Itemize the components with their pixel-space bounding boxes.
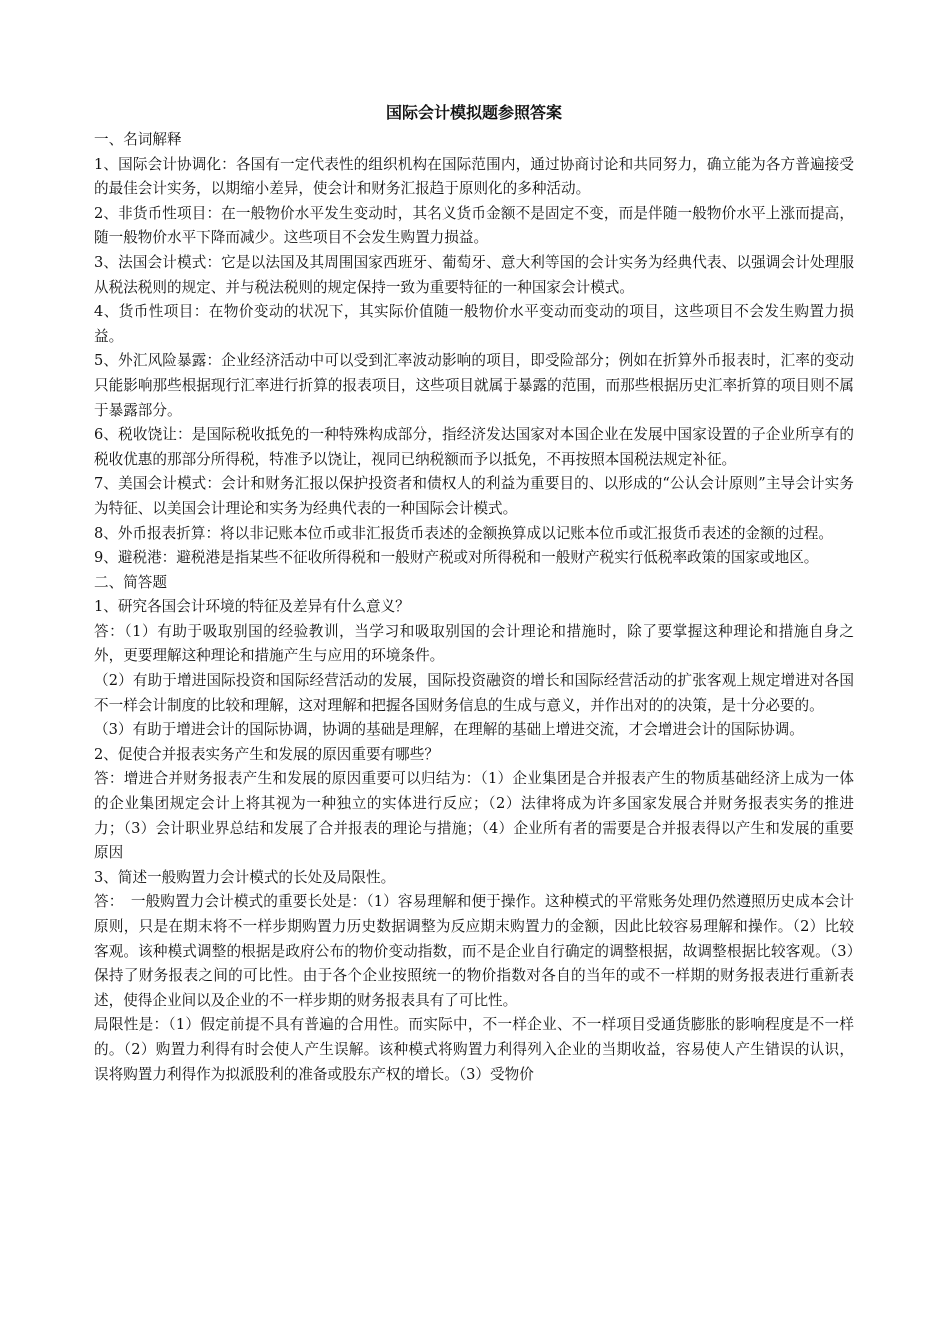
answer-paragraph: 答： 一般购置力会计模式的重要长处是：（1）容易理解和便于操作。这种模式的平常账务处理仍然遵照历史成本会计原则，只是在期末将不一样步期购置力历史数据调整为反应期末购置力的金额，因此比较容易理解和操作。（2）比较客观。该种模式调整的根据是政府公布的物价变动指数，而不是企业自行确定的调整根据，故调整根据比较客观。（3）保持了财务报表之间的可比性。由于各个企业按照统一的物价指数对各自的当年的或不一样期的财务报表进行重新表述，使得企业间以及企业的不一样步期的财务报表具有了可比性。: [94, 893, 854, 1009]
definition-paragraph: 3、法国会计模式：它是以法国及其周围国家西班牙、葡萄牙、意大利等国的会计实务为经典代表、以强调会计处理服从税法税则的规定、并与税法税则的规定保持一致为重要特征的一种国家会计模式。: [94, 253, 854, 296]
section-heading-definitions: 一、名词解释: [94, 131, 182, 148]
definition-paragraph: 1、国际会计协调化：各国有一定代表性的组织机构在国际范围内，通过协商讨论和共同努力，确立能为各方普遍接受的最佳会计实务，以期缩小差异，使会计和财务汇报趋于原则化的多种活动。: [94, 155, 854, 198]
answer-paragraph: 答：（1）有助于吸取别国的经验教训，当学习和吸取别国的会计理论和措施时，除了要掌握这种理论和措施自身之外，更要理解这种理论和措施产生与应用的环境条件。: [94, 622, 854, 665]
section-heading-short-answers: 二、简答题: [94, 573, 167, 591]
answer-paragraph: 答：增进合并财务报表产生和发展的原因重要可以归结为：（1）企业集团是合并报表产生的物质基础经济上成为一体的企业集团规定会计上将其视为一种独立的实体进行反应；（2）法律将成为许多国家发展合并财务报表实务的推进力；（3）会计职业界总结和发展了合并报表的理论与措施；（4）企业所有者的需要是合并报表得以产生和发展的重要原因: [94, 770, 854, 862]
question-paragraph: 2、促使合并报表实务产生和发展的原因重要有哪些？: [94, 745, 439, 763]
answer-paragraph: （2）有助于增进国际投资和国际经营活动的发展，国际投资融资的增长和国际经营活动的扩张客观上规定增进对各国不一样会计制度的比较和理解，这对理解和把握各国财务信息的生成与意义，并作出对的的决策，是十分必要的。: [94, 672, 854, 714]
definition-paragraph: 8、外币报表折算：将以非记账本位币或非汇报货币表述的金额换算成以记账本位币或汇报货币表述的金额的过程。: [94, 524, 833, 542]
answer-paragraph: 局限性是：（1）假定前提不具有普遍的合用性。而实际中，不一样企业、不一样项目受通货膨胀的影响程度是不一样的。（2）购置力利得有时会使人产生误解。该种模式将购置力利得列入企业的当期收益，容易使人产生错误的认识，误将购置力利得作为拟派股利的准备或股东产权的增长。（3）受物价: [94, 1016, 854, 1083]
definition-paragraph: 6、税收饶让：是国际税收抵免的一种特殊构成部分，指经济发达国家对本国企业在发展中国家设置的子企业所享有的税收优惠的那部分所得税，特准予以饶让，视同已纳税额而予以抵免，不再按照本国税法规定补征。: [94, 426, 854, 468]
question-paragraph: 3、简述一般购置力会计模式的长处及局限性。: [94, 868, 396, 886]
definition-paragraph: 7、美国会计模式：会计和财务汇报以保护投资者和债权人的利益为重要目的、以形成的“公认会计原则”主导会计实务为特征、以美国会计理论和实务为经典代表的一种国际会计模式。: [94, 475, 854, 517]
definition-paragraph: 5、外汇风险暴露：企业经济活动中可以受到汇率波动影响的项目，即受险部分；例如在折算外币报表时，汇率的变动只能影响那些根据现行汇率进行折算的报表项目，这些项目就属于暴露的范围，而那些根据历史汇率折算的项目则不属于暴露部分。: [94, 352, 854, 419]
definition-paragraph: 2、非货币性项目：在一般物价水平发生变动时，其名义货币金额不是固定不变，而是伴随一般物价水平上涨而提高，随一般物价水平下降而减少。这些项目不会发生购置力损益。: [94, 204, 854, 247]
definition-paragraph: 4、货币性项目：在物价变动的状况下，其实际价值随一般物价水平变动而变动的项目，这些项目不会发生购置力损益。: [94, 303, 854, 345]
document-title: 国际会计模拟题参照答案: [385, 103, 562, 122]
question-paragraph: 1、研究各国会计环境的特征及差异有什么意义？: [94, 598, 410, 616]
document-page: [94, 98, 854, 1087]
answer-paragraph: （3）有助于增进会计的国际协调，协调的基础是理解，在理解的基础上增进交流，才会增进会计的国际协调。: [94, 721, 804, 739]
definition-paragraph: 9、避税港：避税港是指某些不征收所得税和一般财产税或对所得税和一般财产税实行低税率政策的国家或地区。: [94, 549, 819, 567]
